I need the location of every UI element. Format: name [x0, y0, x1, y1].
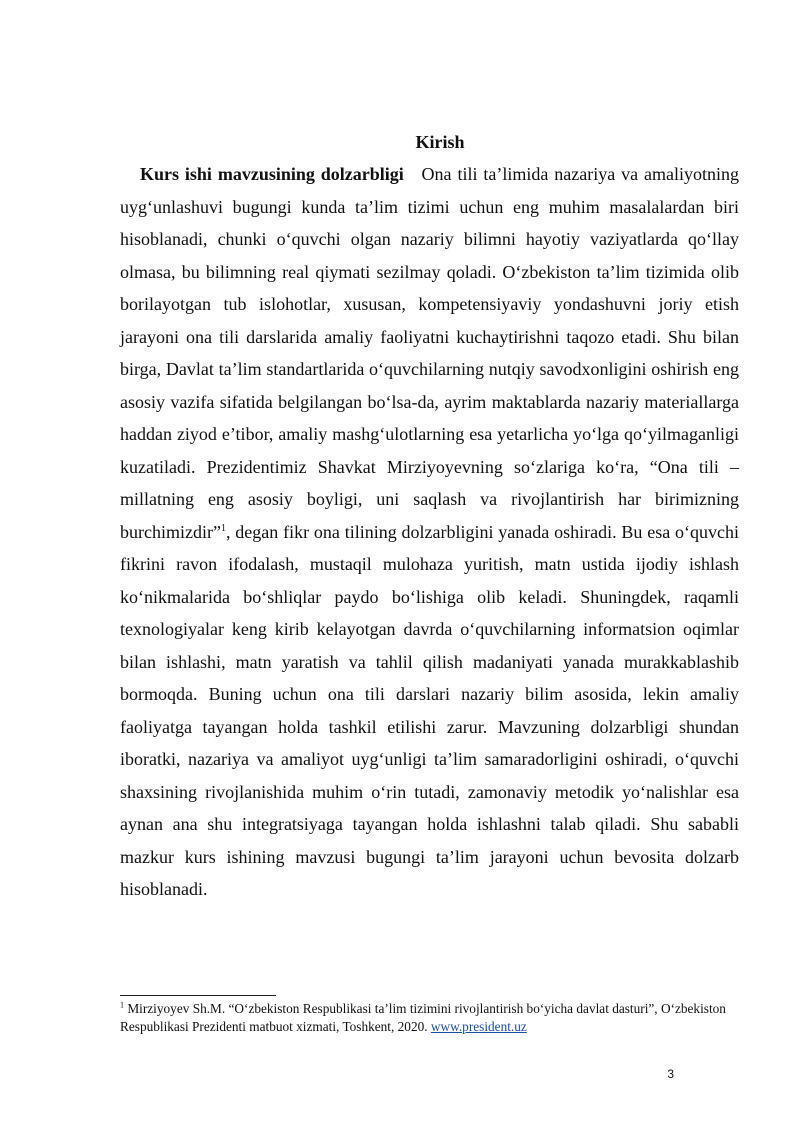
footnote-text: Mirziyoyev Sh.M. “O‘zbekiston Respublikasi ta’lim tizimini rivojlantirish bo‘yicha davlat dasturi”, O‘zbekiston Respublikasi Prezidenti matbuot xizmati, Toshkent, 2020.	[120, 1001, 726, 1034]
footnote-reference[interactable]: 1	[220, 522, 226, 534]
footnote-separator	[120, 995, 276, 996]
section-heading: Kirish	[415, 132, 465, 152]
footnote-link[interactable]: www.president.uz	[430, 1019, 527, 1034]
footnote	[120, 1000, 740, 1036]
page-number: 3	[667, 1067, 674, 1081]
paragraph-text-part-2: , degan fikr ona tilining dolzarbligini yanada oshiradi. Bu esa o‘quvchi fikrini ravon ifodalash, mustaqil mulohaza yuritish, matn ustida ijodiy ishlash ko‘nikmalarida bo‘shliqlar paydo bo‘lishiga olib keladi. Shuningdek, raqamli texnologiyalar keng kirib kelayotgan davrda o‘quvchilarning informatsion oqimlar bilan ishlashi, matn yaratish va tahlil qilish madaniyati yanada murakkablashib bormoqda. Buning uchun ona tili darslari nazariy bilim asosida, lekin amaliy faoliyatga tayangan holda tashkil etilishi zarur. Mavzuning dolzarbligi shundan iboratki, nazariya va amaliyot uyg‘unligi ta’lim samaradorligini oshiradi, o‘quvchi shaxsining rivojlanishida muhim o‘rin tutadi, zamonaviy metodik yo‘nalishlar esa aynan ana shu integratsiyaga tayangan holda ishlashni talab qiladi. Shu sababli mazkur kurs ishining mavzusi bugungi ta’lim jarayoni uchun bevosita dolzarb hisoblanadi.	[120, 521, 739, 899]
paragraph-text-part-1: Ona tili ta’limida nazariya va amaliyotning uyg‘unlashuvi bugungi kunda ta’lim tizimi uchun eng muhim masalalardan biri hisoblanadi, chunki o‘quvchi olgan nazariy bilimni hayotiy vaziyatlarda qo‘llay olmasa, bu bilimning real qiymati sezilmay qoladi. O‘zbekiston ta’lim tizimida olib borilayotgan tub islohotlar, xususan, kompetensiyaviy yondashuvni joriy etish jarayoni ona tili darslarida amaliy faoliyatni kuchaytirishni taqozo etadi. Shu bilan birga, Davlat ta’lim standartlarida o‘quvchilarning nutqiy savodxonligini oshirish eng asosiy vazifa sifatida belgilangan bo‘lsa-da, ayrim maktablarda nazariy materiallarga haddan ziyod e’tibor, amaliy mashg‘ulotlarning esa yetarlicha yo‘lga qo‘yilmaganligi kuzatiladi. Prezidentimiz Shavkat Mirziyoyevning so‘zlariga ko‘ra, “Ona tili – millatning eng asosiy boyligi, uni saqlash va rivojlantirish har birimizning burchimizdir”	[120, 164, 740, 542]
footnote-number: 1	[120, 1000, 124, 1010]
body-paragraph	[120, 158, 739, 906]
paragraph-lead-title: Kurs ishi mavzusining dolzarbligi	[140, 164, 404, 184]
